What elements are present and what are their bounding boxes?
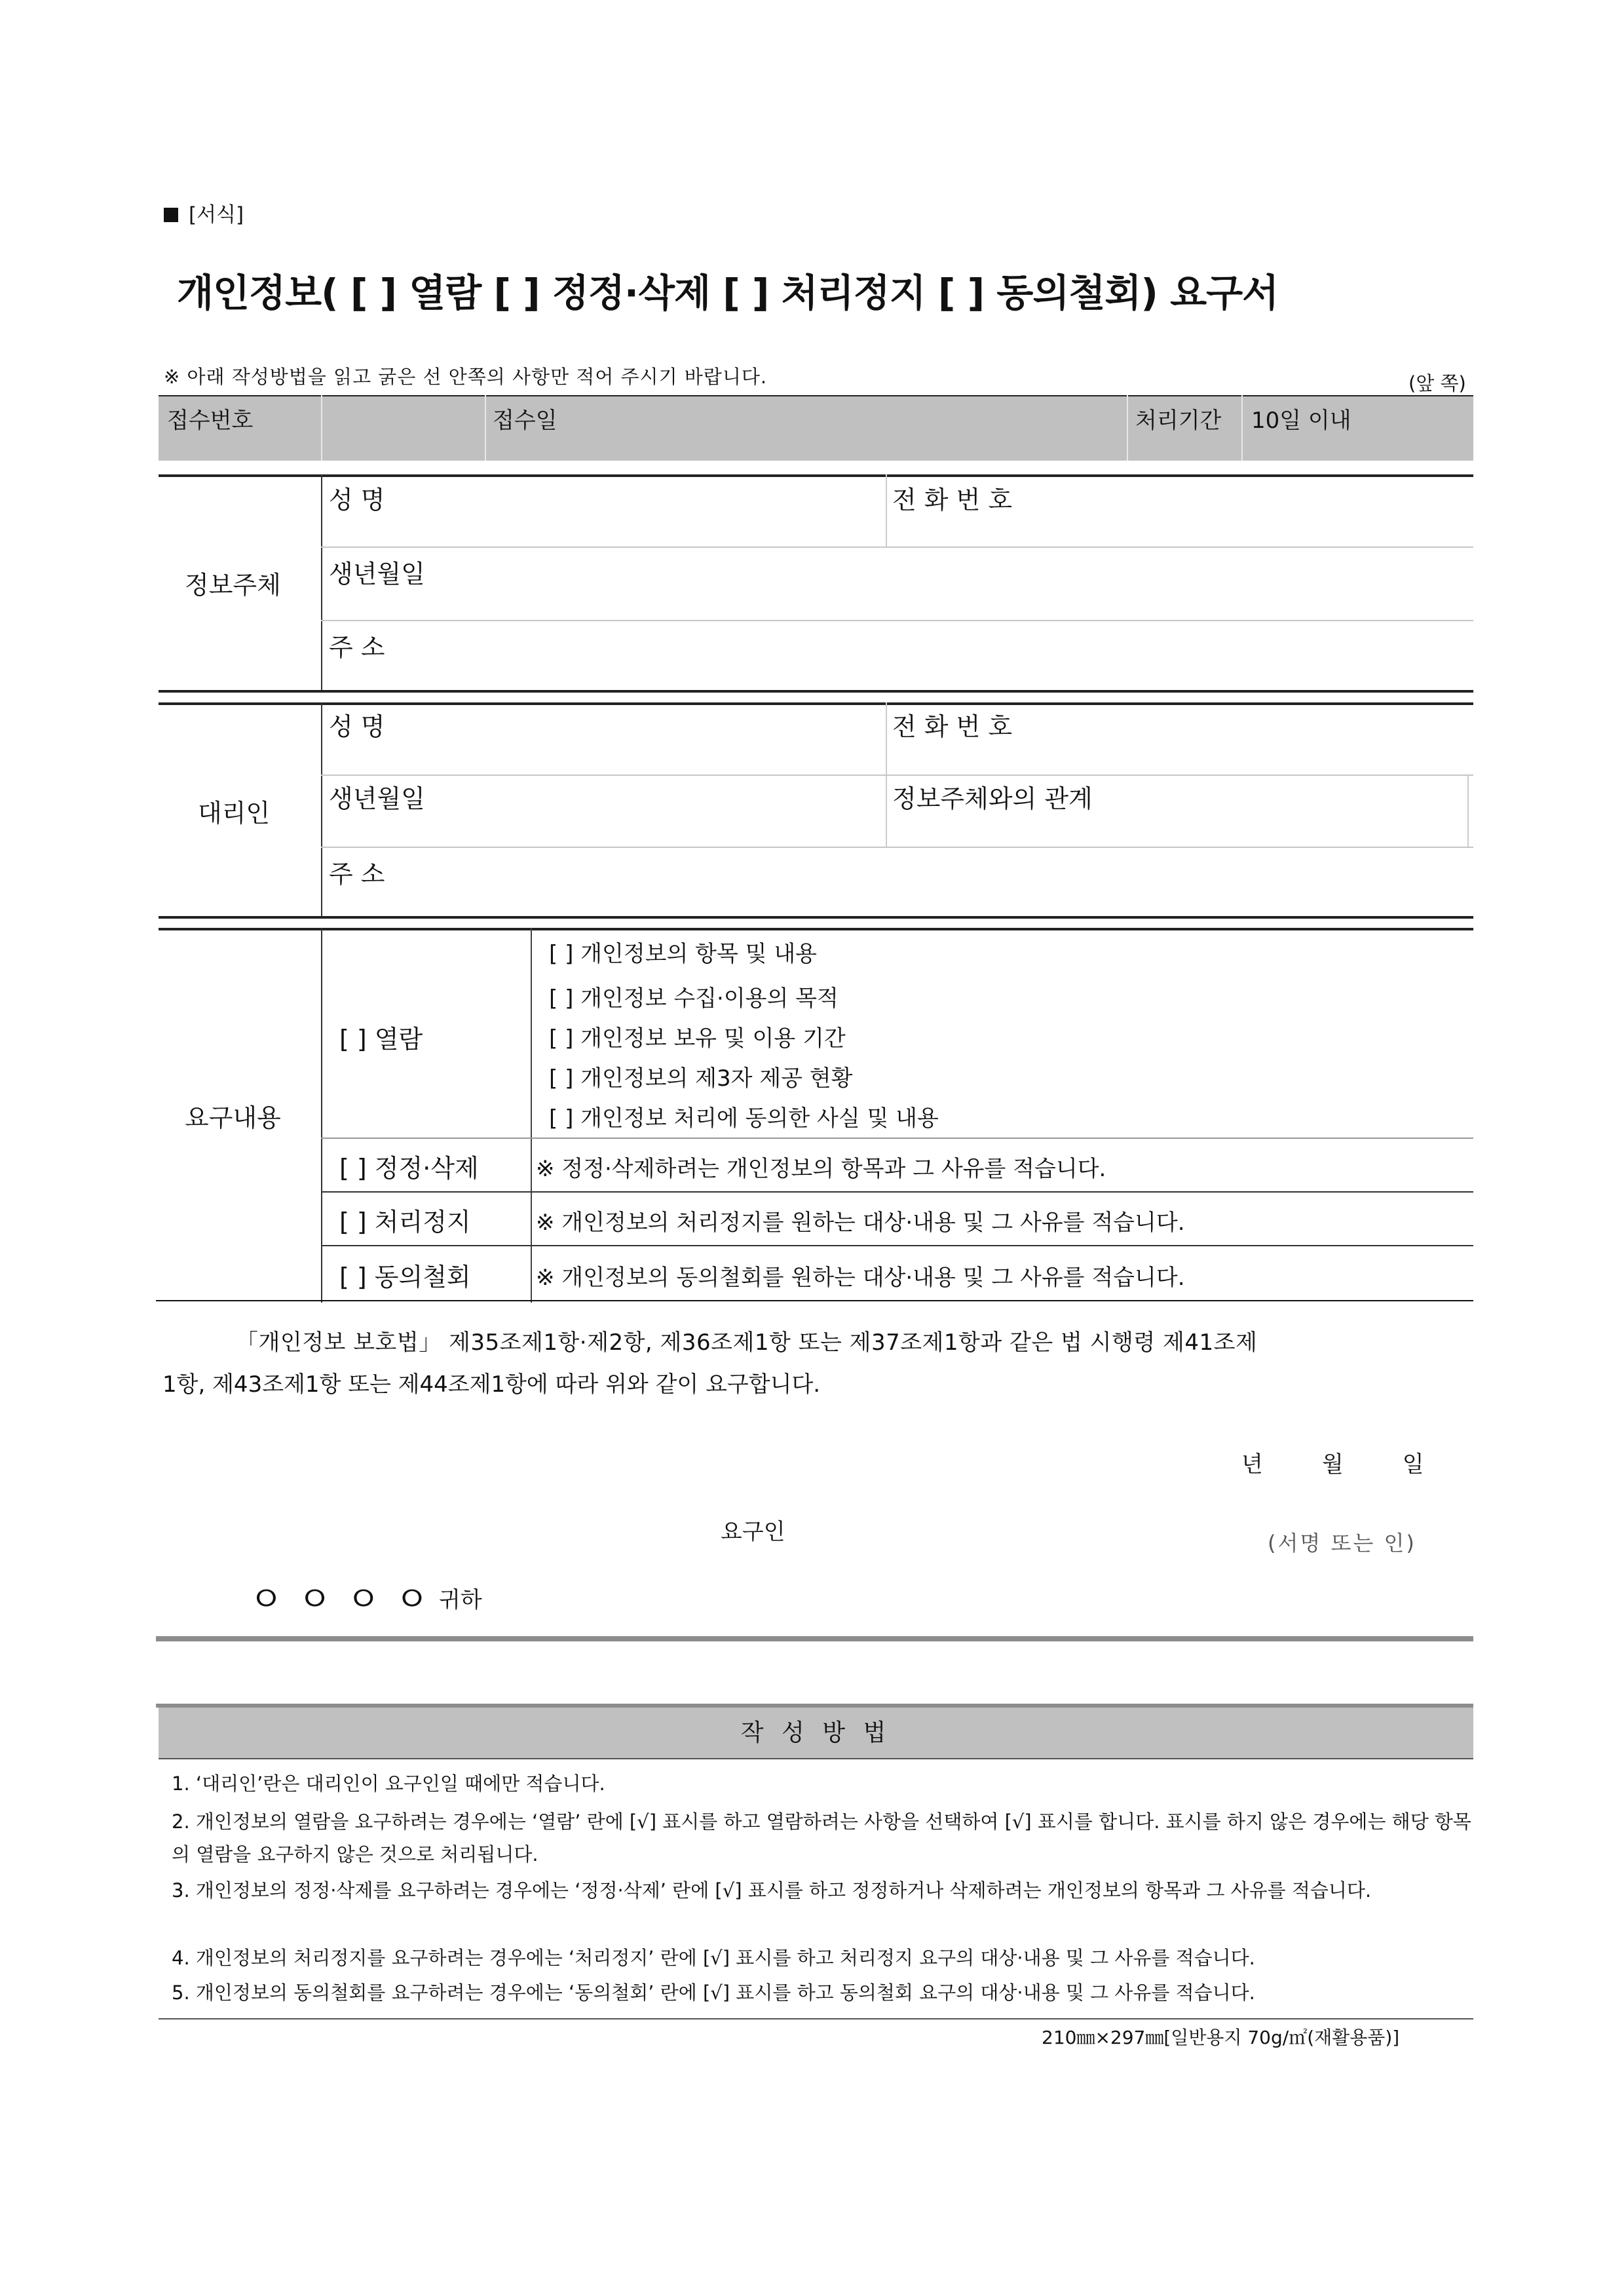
agent-birth-field[interactable]: 생년월일 <box>329 784 425 813</box>
legal-text-line2: 1항, 제43조제1항 또는 제44조제1항에 따라 위와 같이 요구합니다. <box>162 1371 821 1398</box>
agent-phone-field[interactable]: 전 화 번 호 <box>892 712 1013 741</box>
subject-section-label: 정보주체 <box>185 571 281 600</box>
withdraw-description: ※ 개인정보의 동의철회를 원하는 대상·내용 및 그 사유를 적습니다. <box>536 1265 1185 1291</box>
correct-description: ※ 정정·삭제하려는 개인정보의 항목과 그 사유를 적습니다. <box>536 1156 1106 1182</box>
instruction-text: ※ 아래 작성방법을 읽고 굵은 선 안쪽의 사항만 적어 주시기 바랍니다. <box>164 366 768 388</box>
agent-address-field[interactable]: 주 소 <box>329 860 385 889</box>
paper-spec: 210㎜×297㎜[일반용지 70g/㎡(재활용품)] <box>1042 2027 1400 2048</box>
guide-item-5: 5. 개인정보의 동의철회를 요구하려는 경우에는 ‘동의철회’ 란에 [√] 표시를 하고 동의철회 요구의 대상·내용 및 그 사유를 적습니다. <box>172 1981 1255 2004</box>
subject-address-field[interactable]: 주 소 <box>329 633 385 662</box>
agent-relation-field[interactable]: 정보주체와의 관계 <box>892 784 1093 813</box>
request-section-label: 요구내용 <box>185 1103 281 1132</box>
agent-section-label: 대리인 <box>198 799 271 828</box>
view-item-5[interactable]: [ ] 개인정보 처리에 동의한 사실 및 내용 <box>549 1105 939 1132</box>
receipt-number-label: 접수번호 <box>167 408 254 434</box>
view-option-checkbox[interactable]: [ ] 열람 <box>339 1025 423 1054</box>
guide-title-bar <box>159 1708 1473 1758</box>
stop-option-checkbox[interactable]: [ ] 처리정지 <box>339 1208 471 1236</box>
subject-birth-field[interactable]: 생년월일 <box>329 560 425 588</box>
guide-item-3: 3. 개인정보의 정정·삭제를 요구하려는 경우에는 ‘정정·삭제’ 란에 [√] 표시를 하고 정정하거나 삭제하려는 개인정보의 항목과 그 사유를 적습니다. <box>172 1879 1372 1902</box>
side-note: (앞 쪽) <box>1408 372 1466 394</box>
recipient-suffix: 귀하 <box>439 1587 482 1613</box>
guide-title: 작 성 방 법 <box>740 1719 892 1746</box>
processing-period-value: 10일 이내 <box>1251 408 1351 434</box>
requester-label: 요구인 <box>721 1519 785 1545</box>
subject-name-field[interactable]: 성 명 <box>329 486 385 514</box>
page-title: 개인정보( [ ] 열람 [ ] 정정·삭제 [ ] 처리정지 [ ] 동의철회) 요구서 <box>177 271 1279 315</box>
square-icon <box>164 208 178 222</box>
view-item-2[interactable]: [ ] 개인정보 수집·이용의 목적 <box>549 985 839 1012</box>
guide-item-1: 1. ‘대리인’란은 대리인이 요구인일 때에만 적습니다. <box>172 1772 605 1795</box>
processing-period-label: 처리기간 <box>1135 408 1222 434</box>
withdraw-option-checkbox[interactable]: [ ] 동의철회 <box>339 1263 471 1292</box>
legal-text-line1: 「개인정보 보호법」 제35조제1항·제2항, 제36조제1항 또는 제37조제1항과 같은 법 시행령 제41조제 <box>236 1330 1258 1356</box>
sign-placeholder[interactable]: (서명 또는 인) <box>1268 1531 1416 1556</box>
guide-item-4: 4. 개인정보의 처리정지를 요구하려는 경우에는 ‘처리정지’ 란에 [√] 표시를 하고 처리정지 요구의 대상·내용 및 그 사유를 적습니다. <box>172 1947 1255 1969</box>
date-field[interactable]: 년 월 일 <box>1241 1451 1428 1478</box>
view-item-4[interactable]: [ ] 개인정보의 제3자 제공 현황 <box>549 1065 853 1092</box>
view-item-1[interactable]: [ ] 개인정보의 항목 및 내용 <box>549 941 818 967</box>
receipt-date-label: 접수일 <box>493 408 557 434</box>
stop-description: ※ 개인정보의 처리정지를 원하는 대상·내용 및 그 사유를 적습니다. <box>536 1210 1185 1236</box>
guide-item-2: 2. 개인정보의 열람을 요구하려는 경우에는 ‘열람’ 란에 [√] 표시를 하고 열람하려는 사항을 선택하여 [√] 표시를 합니다. 표시를 하지 않은 경우에는 해당 항목의 열람을 요구하지 않은 것으로 처리됩니다. <box>172 1810 1471 1866</box>
recipient-name: ㅇㅇㅇㅇ <box>249 1578 444 1620</box>
form-label: [서식] <box>164 198 244 227</box>
subject-phone-field[interactable]: 전 화 번 호 <box>892 486 1013 514</box>
view-item-3[interactable]: [ ] 개인정보 보유 및 이용 기간 <box>549 1025 846 1052</box>
agent-name-field[interactable]: 성 명 <box>329 712 385 741</box>
correct-option-checkbox[interactable]: [ ] 정정·삭제 <box>339 1154 479 1183</box>
